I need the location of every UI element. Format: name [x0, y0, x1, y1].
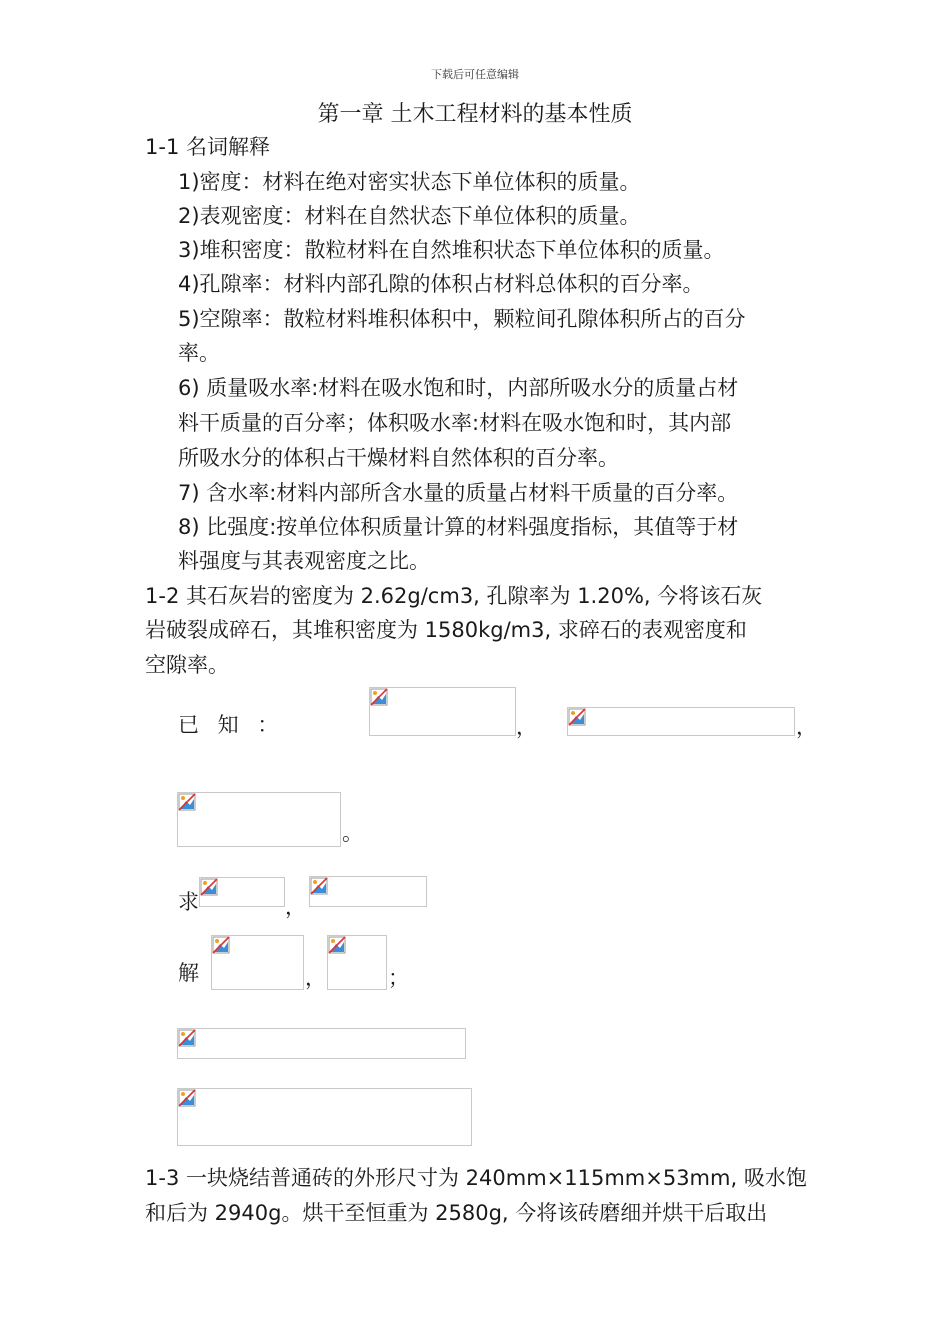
- period: 。: [342, 821, 363, 845]
- formula-image: [211, 935, 304, 990]
- comma: ，: [305, 966, 326, 990]
- problem-line: 岩破裂成碎石，其堆积密度为 1580kg/m3, 求碎石的表观密度和: [145, 618, 747, 642]
- seek-label: 求: [178, 890, 199, 914]
- semicolon: ；: [388, 966, 409, 990]
- definition-line: 6) 质量吸水率:材料在吸水饱和时，内部所吸水分的质量占材: [178, 376, 739, 400]
- definition-line: 7) 含水率:材料内部所含水量的质量占材料干质量的百分率。: [178, 481, 739, 505]
- formula-image: [177, 1088, 472, 1146]
- definition-line: 2)表观密度：材料在自然状态下单位体积的质量。: [178, 204, 641, 228]
- problem-line: 1-3 一块烧结普通砖的外形尺寸为 240mm×115mm×53mm, 吸水饱: [145, 1166, 807, 1190]
- formula-image: [327, 935, 387, 990]
- known-label: 已 知 ：: [178, 713, 285, 737]
- formula-image: [369, 687, 516, 736]
- broken-image-icon: [178, 1089, 196, 1107]
- comma: ，: [285, 895, 306, 919]
- broken-image-icon: [328, 936, 346, 954]
- definition-line: 8) 比强度:按单位体积质量计算的材料强度指标，其值等于材: [178, 515, 739, 539]
- problem-line: 和后为 2940g。烘干至恒重为 2580g, 今将该砖磨细并烘干后取出: [145, 1201, 768, 1225]
- broken-image-icon: [310, 877, 328, 895]
- definition-line: 4)孔隙率：材料内部孔隙的体积占材料总体积的百分率。: [178, 272, 704, 296]
- definition-line: 所吸水分的体积占干燥材料自然体积的百分率。: [178, 446, 619, 470]
- definition-line: 料强度与其表观密度之比。: [178, 549, 430, 573]
- header-note: 下载后可任意编辑: [431, 68, 519, 81]
- broken-image-icon: [370, 688, 388, 706]
- chapter-title: 第一章 土木工程材料的基本性质: [317, 102, 633, 127]
- formula-image: [177, 1028, 466, 1059]
- formula-image: [309, 876, 427, 907]
- broken-image-icon: [568, 708, 586, 726]
- broken-image-icon: [212, 936, 230, 954]
- problem-line: 空隙率。: [145, 653, 229, 677]
- solve-label: 解: [178, 961, 199, 985]
- formula-image: [177, 792, 341, 847]
- definition-line: 3)堆积密度：散粒材料在自然堆积状态下单位体积的质量。: [178, 238, 725, 262]
- definition-line: 1)密度：材料在绝对密实状态下单位体积的质量。: [178, 170, 641, 194]
- problem-line: 1-2 其石灰岩的密度为 2.62g/cm3, 孔隙率为 1.20%, 今将该石灰: [145, 584, 763, 608]
- comma: ，: [796, 715, 817, 739]
- formula-image: [199, 877, 285, 907]
- definition-line: 料干质量的百分率；体积吸水率:材料在吸水饱和时，其内部: [178, 411, 732, 435]
- formula-image: [567, 707, 795, 736]
- broken-image-icon: [178, 1029, 196, 1047]
- broken-image-icon: [178, 793, 196, 811]
- section-heading-1-1: 1-1 名词解释: [145, 135, 270, 159]
- comma: ，: [516, 715, 537, 739]
- definition-line: 率。: [178, 341, 220, 365]
- broken-image-icon: [200, 878, 218, 896]
- definition-line: 5)空隙率：散粒材料堆积体积中，颗粒间孔隙体积所占的百分: [178, 307, 746, 331]
